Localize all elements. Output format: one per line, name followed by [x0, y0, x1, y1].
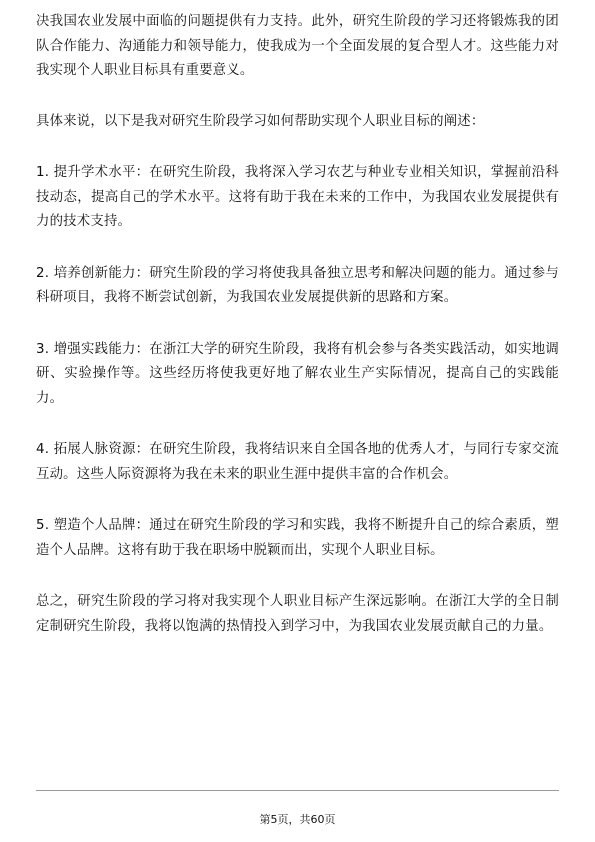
paragraph-conclusion: 总之，研究生阶段的学习将对我实现个人职业目标产生深远影响。在浙江大学的全日制定制研究生阶段，我将以饱满的热情投入到学习中，为我国农业发展贡献自己的力量。 — [36, 594, 559, 634]
list-item-personal-brand: 5. 塑造个人品牌：通过在研究生阶段的学习和实践，我将不断提升自己的综合素质，塑造个人品牌。这将有助于我在职场中脱颖而出，实现个人职业目标。 — [36, 518, 559, 558]
paragraph-lead-in: 具体来说，以下是我对研究生阶段学习如何帮助实现个人职业目标的阐述： — [36, 113, 485, 129]
list-item-network: 4. 拓展人脉资源：在研究生阶段，我将结识来自全国各地的优秀人才，与同行专家交流互动。这些人际资源将为我在未来的职业生涯中提供丰富的合作机会。 — [36, 442, 559, 482]
list-item-academic-level: 1. 提升学术水平：在研究生阶段，我将深入学习农艺与种业专业相关知识，掌握前沿科技动态，提高自己的学术水平。这将有助于我在未来的工作中，为我国农业发展提供有力的技术支持。 — [36, 165, 559, 229]
paragraph-intro-continuation: 决我国农业发展中面临的问题提供有力支持。此外，研究生阶段的学习还将锻炼我的团队合作能力、沟通能力和领导能力，使我成为一个全面发展的复合型人才。这些能力对我实现个人职业目标具有重要意义。 — [36, 14, 559, 78]
document-body — [36, 10, 559, 666]
footer-divider — [36, 790, 559, 791]
list-item-practice: 3. 增强实践能力：在浙江大学的研究生阶段，我将有机会参与各类实践活动，如实地调研、实验操作等。这些经历将使我更好地了解农业生产实际情况，提高自己的实践能力。 — [36, 341, 559, 406]
page-number: 第5页，共60页 — [259, 813, 336, 826]
list-item-innovation: 2. 培养创新能力：研究生阶段的学习将使我具备独立思考和解决问题的能力。通过参与科研项目，我将不断尝试创新，为我国农业发展提供新的思路和方案。 — [36, 265, 559, 305]
